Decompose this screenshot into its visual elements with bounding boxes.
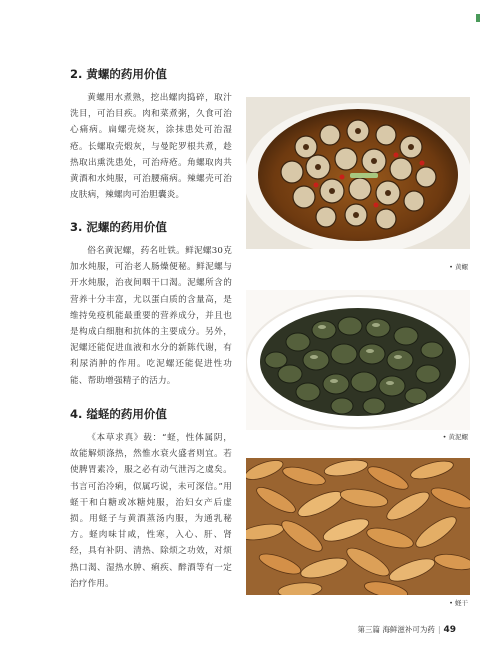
section-yellow-snail [70,66,232,203]
caption-mud-snail: • 黄泥螺 [442,433,468,441]
section-paragraph: 俗名黄泥螺，药名吐铁。鲜泥螺30克加水炖服，可治老人肠燥便秘。鲜泥螺与开水炖服，治夜间咽干口渴。泥螺所含的营养十分丰富，尤以蛋白质的含量高，是维持免疫机能最重要的营养成分，并且也是构成白细胞和抗体的主要成分。另外，泥螺还能促进血液和水分的新陈代谢，有利尿消肿的作用。吃泥螺还能促进性功能、帮助增强精子的活力。 [70,246,232,386]
yellow-snail-illustration [246,97,470,249]
section-heading: 2. 黄螺的药用价值 [70,67,167,81]
caption-dried-razor-clam: • 蛏干 [449,599,468,607]
section-heading: 4. 缢蛏的药用价值 [70,407,167,421]
footer-title: 海鲜滋补可为药 [382,625,435,634]
photo-mud-snail [246,290,470,430]
footer-separator: | [437,625,441,634]
page-edge-tab [476,14,480,22]
dried-razor-clam-illustration [246,458,470,595]
section-paragraph: 《本草求真》载：“蛏，性体属阴，故能解烦涤热，然惟水衰火盛者则宜。若使脾胃素冷，服之必有动气泄泻之虞矣。书言可治冷痢，似属巧说，未可深信。”用蛏干和白糖或冰糖炖服，治妇女产后虚损。用蛏子与黄酒蒸汤内服，为通乳秘方。蛏肉味甘咸，性寒，入心、肝、肾经，具有补阴、清热、除烦之功效，对烦热口渴、湿热水肿、痢疾、醉酒等有一定治疗作用。 [70,433,232,589]
section-heading: 3. 泥螺的药用价值 [70,220,167,234]
footer-part: 第三篇 [357,625,381,634]
photo-dried-razor-clam [246,458,470,595]
section-mud-snail [70,219,232,389]
page-footer [358,624,456,635]
page-number: 49 [443,625,456,635]
section-paragraph: 黄螺用水煮熟，挖出螺肉捣碎，取汁洗目，可治目疾。肉和菜煮粥，久食可治心痛病。扁螺壳烧灰，涂抹患处可治湿疮。长螺取壳煅灰，与曼陀罗根共煮，趁热取出熏洗患处，可治痔疮。角螺取肉共黄酒和水炖服，可治腰痛病。辣螺壳可治皮肤病，辣螺肉可治胆囊炎。 [70,93,232,201]
mud-snail-illustration [246,290,470,430]
section-razor-clam [70,406,232,592]
caption-yellow-snail: • 黄螺 [449,263,468,271]
photo-yellow-snail [246,97,470,249]
